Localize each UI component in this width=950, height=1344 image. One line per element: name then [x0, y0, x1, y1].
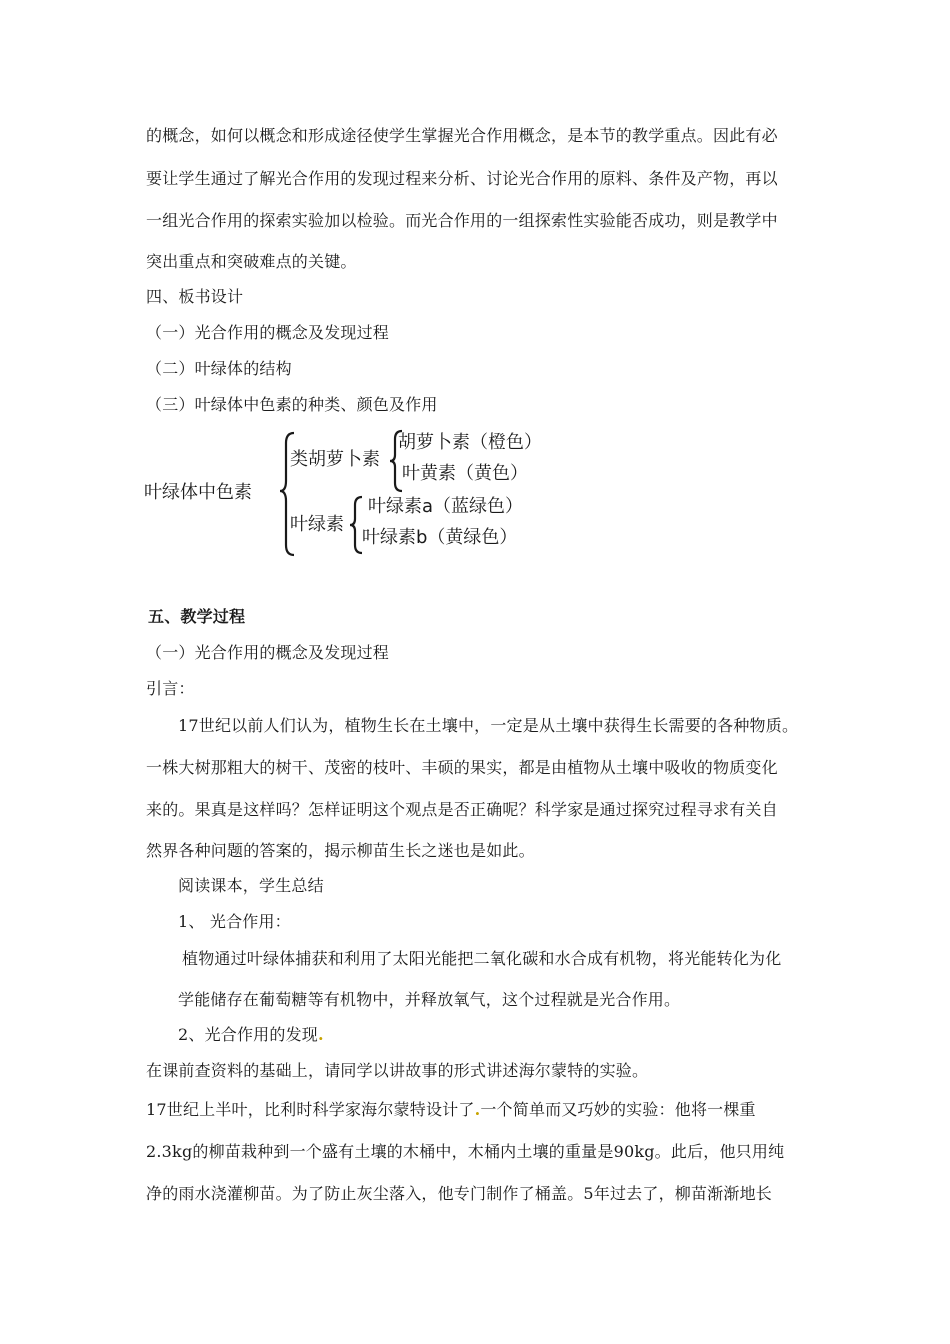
item1-text-line-2: 学能储存在葡萄糖等有机物中，并释放氧气，这个过程就是光合作用。 [178, 990, 681, 1009]
section4-item-1: （一）光合作用的概念及发现过程 [146, 323, 390, 342]
story-line-1 [146, 1100, 756, 1120]
lower-brace [350, 497, 362, 553]
section5-heading: 五、教学过程 [148, 607, 246, 626]
item2-mark: . [317, 1025, 324, 1044]
story-line-1-part-a: 17世纪上半叶，比利时科学家海尔蒙特设计了 [146, 1100, 475, 1119]
pigment-classification-diagram [140, 425, 560, 560]
story-line-1-part-b: 一个简单而又巧妙的实验：他将一棵重 [480, 1100, 756, 1119]
item2-title: 2、光合作用的发现 [178, 1025, 318, 1044]
section4-item-2: （二）叶绿体的结构 [146, 359, 292, 378]
intro-label: 引言： [146, 679, 195, 698]
intro-line-4: 突出重点和突破难点的关键。 [146, 252, 357, 271]
para1-line-4: 然界各种问题的答案的，揭示柳苗生长之迷也是如此。 [146, 841, 535, 860]
intro-line-3: 一组光合作用的探索实验加以检验。而光合作用的一组探索性实验能否成功，则是教学中 [146, 211, 778, 230]
diagram-group2-item-2: 叶绿素b（黄绿色） [362, 527, 518, 548]
intro-line-1: 的概念，如何以概念和形成途径使学生掌握光合作用概念，是本节的教学重点。因此有必 [146, 126, 778, 145]
diagram-group1-item-1: 胡萝卜素（橙色） [398, 432, 542, 453]
story-line-2: 2.3kg的柳苗栽种到一个盛有土壤的木桶中，木桶内土壤的重量是90kg。此后，他只用纯 [146, 1142, 785, 1161]
diagram-group1-item-2: 叶黄素（黄色） [402, 463, 528, 484]
item1-title: 1、 光合作用： [178, 912, 291, 931]
story-mark: . [474, 1100, 481, 1119]
item2-title-line [178, 1025, 324, 1045]
para1-line-2: 一株大树那粗大的树干、茂密的枝叶、丰硕的果实，都是由植物从土壤中吸收的物质变化 [146, 758, 778, 777]
story-intro: 在课前查资料的基础上，请同学以讲故事的形式讲述海尔蒙特的实验。 [146, 1061, 649, 1080]
section4-heading: 四、板书设计 [146, 287, 244, 306]
intro-line-2: 要让学生通过了解光合作用的发现过程来分析、讨论光合作用的原料、条件及产物，再以 [146, 169, 778, 188]
section5-sub1: （一）光合作用的概念及发现过程 [146, 643, 390, 662]
diagram-group2-label: 叶绿素 [290, 514, 344, 535]
read-line: 阅读课本，学生总结 [178, 876, 324, 895]
diagram-group1-label: 类胡萝卜素 [290, 449, 380, 470]
para1-line-1: 17世纪以前人们认为，植物生长在土壤中，一定是从土壤中获得生长需要的各种物质。 [178, 716, 799, 735]
diagram-root-label: 叶绿体中色素 [144, 482, 252, 503]
story-line-3: 净的雨水浇灌柳苗。为了防止灰尘落入，他专门制作了桶盖。5年过去了，柳苗渐渐地长 [146, 1184, 772, 1203]
section4-item-3: （三）叶绿体中色素的种类、颜色及作用 [146, 395, 438, 414]
item1-text-line-1: 植物通过叶绿体捕获和利用了太阳光能把二氧化碳和水合成有机物，将光能转化为化 [182, 949, 782, 968]
para1-line-3: 来的。果真是这样吗？怎样证明这个观点是否正确呢？科学家是通过探究过程寻求有关自 [146, 800, 778, 819]
diagram-group2-item-1: 叶绿素a（蓝绿色） [368, 496, 524, 517]
